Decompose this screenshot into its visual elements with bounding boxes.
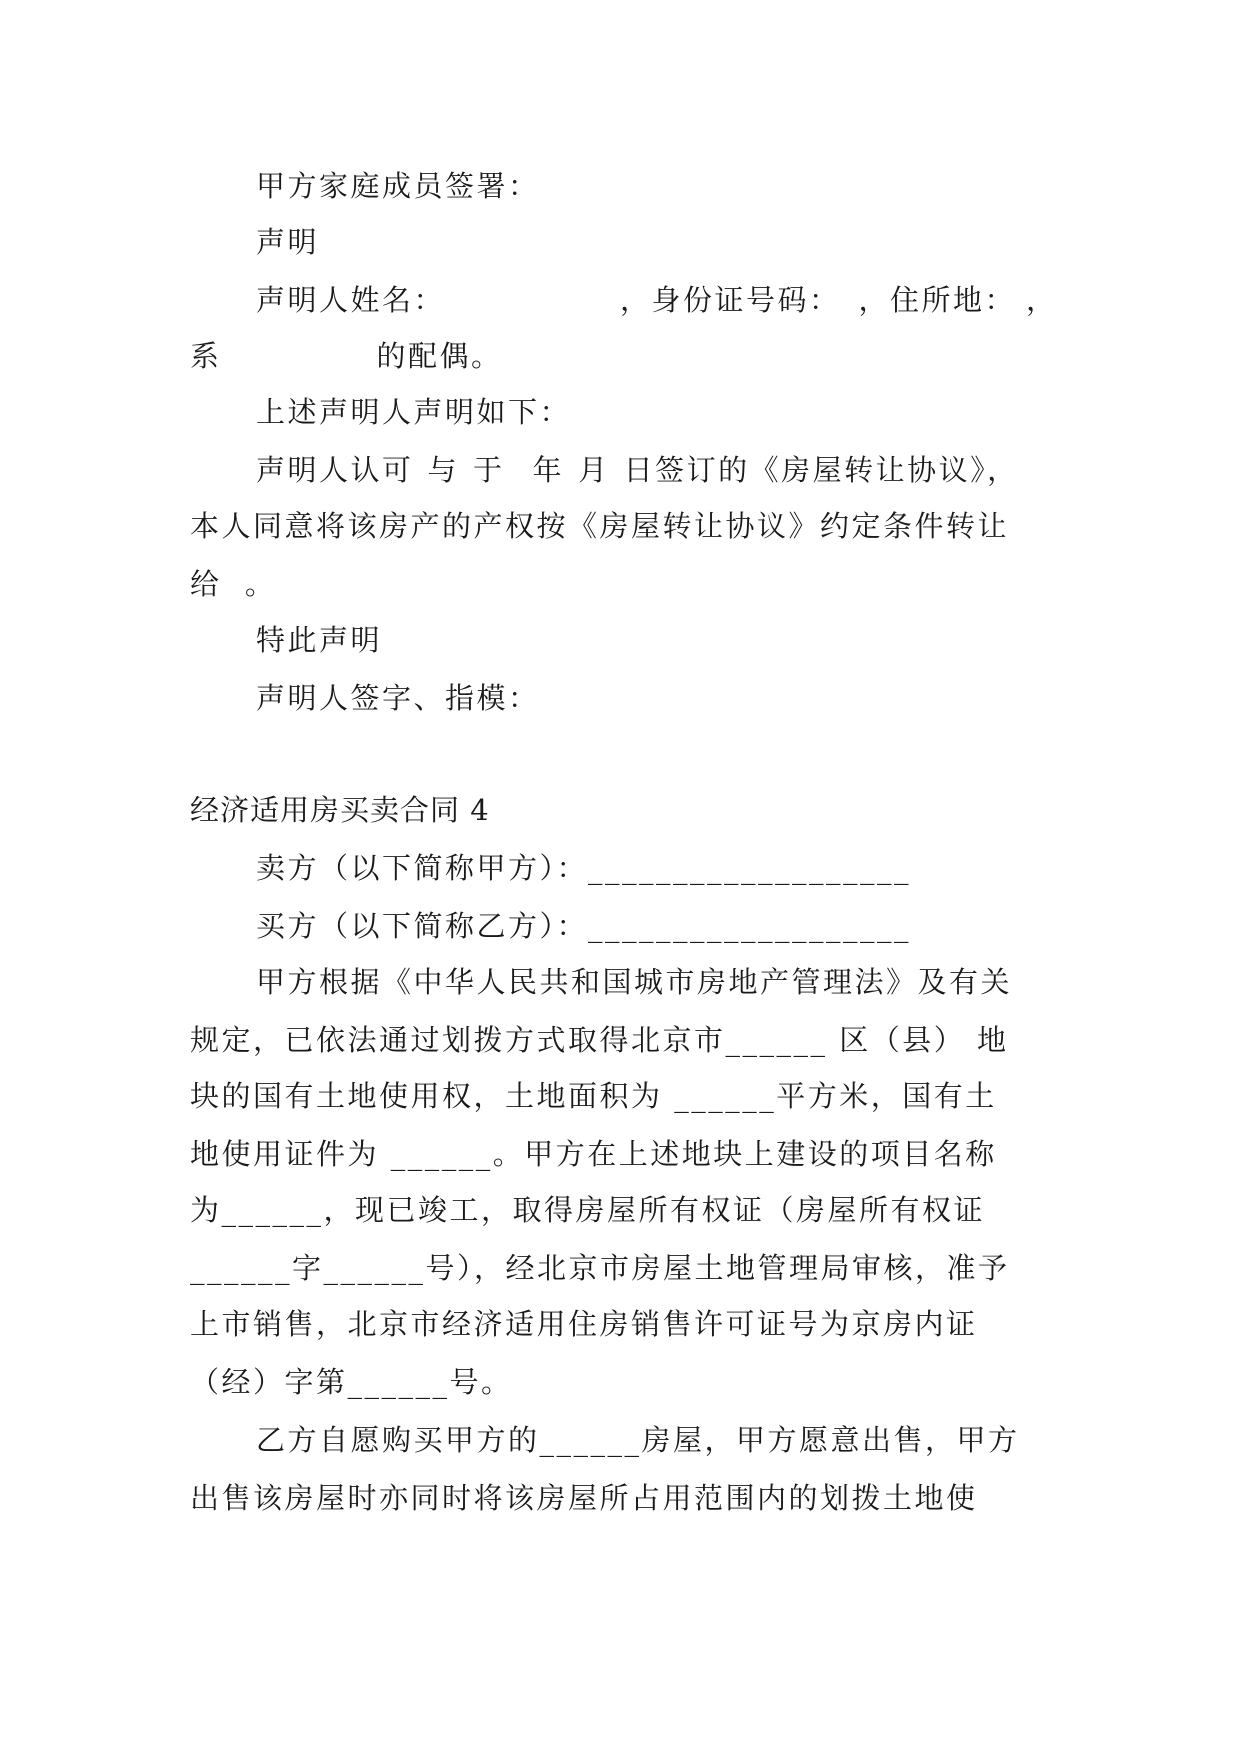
hereby-declare: 特此声明 [256,623,383,657]
declarant-name-label: 声明人姓名： [256,283,446,317]
statement-part-d: 年 [532,453,565,487]
seller-line: 卖方（以下简称甲方）：___________________ [256,851,912,885]
paragraph-1-line: 上市销售，北京市经济适用住房销售许可证号为京房内证 [190,1307,978,1341]
statement-line-2: 本人同意将该房产的产权按《房屋转让协议》约定条件转让 [190,509,1010,543]
signature-label: 声明人签字、指模： [256,681,540,715]
trailing-comma: ， [1026,283,1058,317]
paragraph-2-line: 乙方自愿购买甲方的______房屋，甲方愿意出售，甲方 [256,1423,1020,1457]
paragraph-1-line: ______字______号），经北京市房屋土地管理局审核，准予 [190,1251,1010,1285]
relation-prefix: 系 [190,339,222,373]
family-signature-label: 甲方家庭成员签署： [256,169,540,203]
paragraph-1-line: 块的国有土地使用权，土地面积为 ______平方米，国有土 [190,1079,997,1113]
paragraph-1-line: 甲方根据《中华人民共和国城市房地产管理法》及有关 [256,965,1013,999]
declarant-info-line [256,280,1156,320]
paragraph-1-line: （经）字第______号。 [190,1365,513,1399]
paragraph-1-line: 为______，现已竣工，取得房屋所有权证（房屋所有权证 [190,1193,986,1227]
statement-part-f: 日签订的《房屋转让协议》， [623,453,1019,487]
paragraph-2-line: 出售该房屋时亦同时将该房屋所占用范围内的划拨土地使 [190,1481,978,1515]
declares-as-follows: 上述声明人声明如下： [256,395,572,429]
paragraph-1-line: 地使用证件为 ______。甲方在上述地块上建设的项目名称 [190,1137,997,1171]
id-number-label: ，身份证号码： [620,283,841,317]
statement-line-3: 给 。 [190,567,277,601]
paragraph-1-line: 规定，已依法通过划拨方式取得北京市______ 区（县） 地 [190,1023,1009,1057]
relation-suffix: 的配偶。 [376,339,503,373]
statement-part-a: 声明人认可 [256,453,414,487]
statement-part-e: 月 [578,453,610,487]
contract-title: 经济适用房买卖合同 4 [190,793,490,827]
declaration-heading: 声明 [256,225,320,259]
buyer-line: 买方（以下简称乙方）：___________________ [256,909,912,943]
statement-part-c: 于 [473,453,505,487]
statement-part-b: 与 [427,453,460,487]
residence-label: ，住所地： [858,283,1017,317]
relation-line [190,336,1090,376]
statement-line-1 [256,450,1156,490]
